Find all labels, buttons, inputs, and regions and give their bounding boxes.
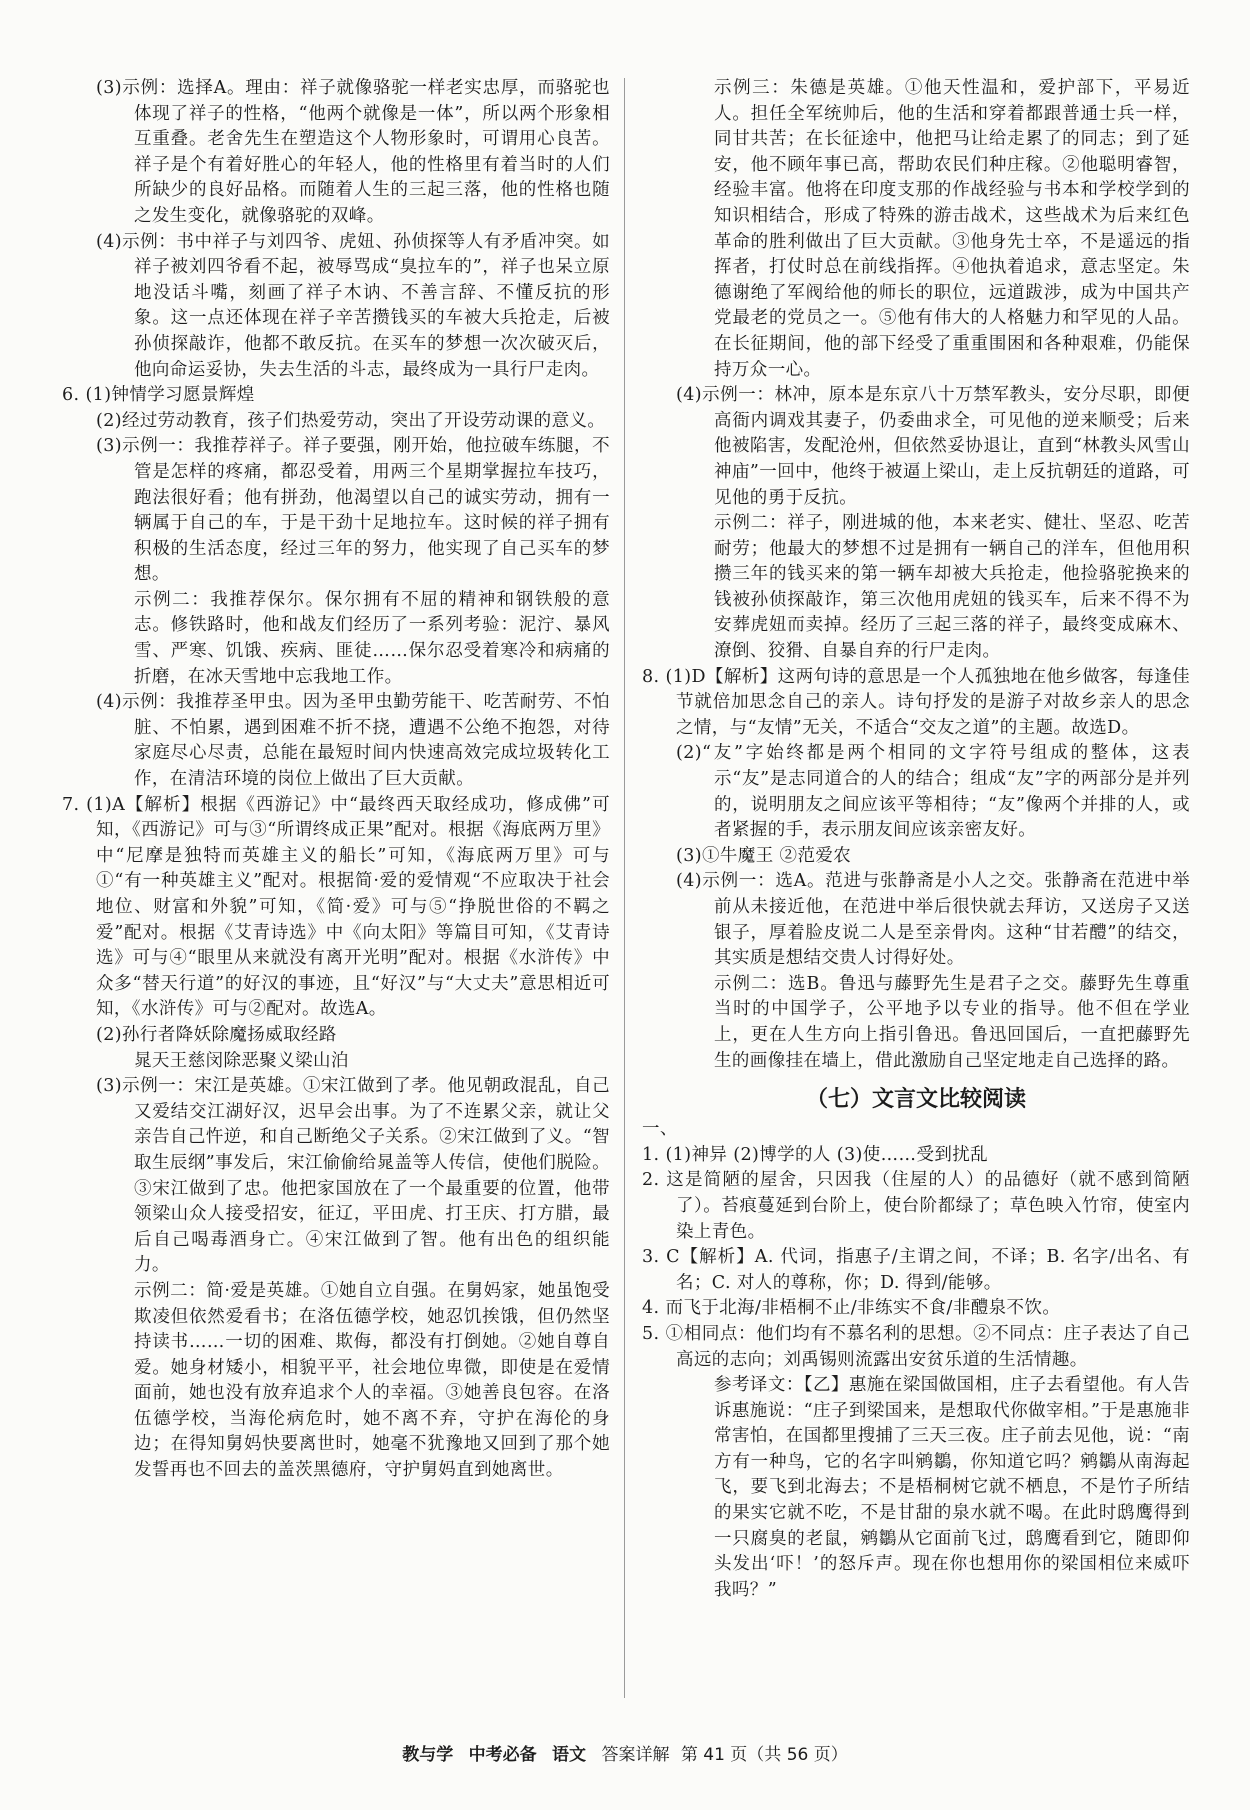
- answer-paragraph: 5. ①相同点：他们均有不慕名利的思想。②不同点：庄子表达了自己高远的志向；刘禹锡则流露出安贫乐道的生活情趣。: [642, 1323, 1190, 1370]
- answer-paragraph: (3)示例一：我推荐祥子。祥子要强，刚开始，他拉破车练腿，不管是怎样的疼痛，都忍受着，用两三个星期掌握拉车技巧，跑法很好看；他有拼劲，他渴望以自己的诚实劳动，拥有一辆属于自己的车，于是干劲十足地拉车。这时候的祥子拥有积极的生活态度，经过三年的努力，他实现了自己买车的梦想。: [96, 436, 610, 585]
- footer-brand: 教与学: [402, 1745, 454, 1765]
- answer-paragraph: 晁天王慈闵除恶聚义梁山泊: [134, 1050, 349, 1071]
- answer-paragraph: 示例二：我推荐保尔。保尔拥有不屈的精神和钢铁般的意志。修铁路时，他和战友们经历了一系列考验：泥泞、暴风雪、严寒、饥饿、疾病、匪徒……保尔忍受着寒冷和病痛的折磨，在冰天雪地中忘我地工作。: [134, 589, 610, 687]
- answer-paragraph: (4)示例：我推荐圣甲虫。因为圣甲虫勤劳能干、吃苦耐劳、不怕脏、不怕累，遇到困难不折不挠，遭遇不公绝不抱怨，对待家庭尽心尽责，总能在最短时间内快速高效完成垃圾转化工作，在清洁环境的岗位上做出了巨大贡献。: [96, 692, 610, 790]
- answer-paragraph: 7. (1)A【解析】根据《西游记》中“最终西天取经成功，修成佛”可知，《西游记》可与③“所谓终成正果”配对。根据《海底两万里》中“尼摩是独特而英雄主义的船长”可知，《海底两万里》可与①“有一种英雄主义”配对。根据简·爱的爱情观“不应取决于社会地位、财富和外貌”可知，《简·爱》可与⑤“挣脱世俗的不羁之爱”配对。根据《艾青诗选》中《向太阳》等篇目可知，《艾青诗选》可与④“眼里从来就没有离开光明”配对。根据《水浒传》中众多“替天行道”的好汉的事迹，且“好汉”与“大丈夫”意思相近可知，《水浒传》可与②配对。故选A。: [62, 794, 610, 1020]
- answer-paragraph: 1. (1)神异 (2)博学的人 (3)使……受到扰乱: [642, 1144, 989, 1165]
- right-column: [642, 76, 1190, 1603]
- answer-paragraph: 示例三：朱德是英雄。①他天性温和，爱护部下，平易近人。担任全军统帅后，他的生活和穿着都跟普通士兵一样，同甘共苦；在长征途中，他把马让给走累了的同志；到了延安，他不顾年事已高，帮助农民们种庄稼。②他聪明睿智，经验丰富。他将在印度支那的作战经验与书本和学校学到的知识相结合，形成了特殊的游击战术，这些战术为后来红色革命的胜利做出了巨大贡献。③他身先士卒，不是遥远的指挥者，打仗时总在前线指挥。④他执着追求，意志坚定。朱德谢绝了军阀给他的师长的职位，远道跋涉，成为中国共产党最老的党员之一。⑤他有伟大的人格魅力和罕见的人品。在长征期间，他的部下经受了重重围困和各种艰难，仍能保持万众一心。: [714, 78, 1190, 380]
- answer-paragraph: 6. (1)钟情学习愿景辉煌: [62, 385, 255, 406]
- answer-paragraph: 示例二：选B。鲁迅与藤野先生是君子之交。藤野先生尊重当时的中国学子，公平地予以专业的指导。他不但在学业上，更在人生方向上指引鲁迅。鲁迅回国后，一直把藤野先生的画像挂在墙上，借此激励自己坚定地走自己选择的路。: [714, 973, 1190, 1071]
- footer-subject: 语文: [552, 1745, 587, 1765]
- answer-paragraph: (4)示例：书中祥子与刘四爷、虎妞、孙侦探等人有矛盾冲突。如祥子被刘四爷看不起，被辱骂成“臭拉车的”，祥子也呆立原地没话斗嘴，刻画了祥子木讷、不善言辞、不懂反抗的形象。这一点还体现在祥子辛苦攒钱买的车被大兵抢走，后被孙侦探敲诈，他都不敢反抗。在买车的梦想一次次破灭后，他向命运妥协，失去生活的斗志，最终成为一具行尸走肉。: [96, 231, 610, 380]
- answer-paragraph: (3)①牛魔王 ②范爱农: [676, 845, 852, 866]
- answer-paragraph: 一、: [642, 1119, 678, 1140]
- answer-paragraph: (2)经过劳动教育，孩子们热爱劳动，突出了开设劳动课的意义。: [96, 410, 606, 431]
- answer-paragraph: 3. C【解析】A. 代词，指惠子/主谓之间，不译；B. 名字/出名、有名；C. 对人的尊称，你；D. 得到/能够。: [642, 1247, 1190, 1293]
- answer-paragraph: 示例二：祥子，刚进城的他，本来老实、健壮、坚忍、吃苦耐劳；他最大的梦想不过是拥有一辆自己的洋车，但他用积攒三年的钱买来的第一辆车却被大兵抢走，他捡骆驼换来的钱被孙侦探敲诈，第三次他用虎妞的钱买车，后来不得不为安葬虎妞而卖掉。经历了三起三落的祥子，最终变成麻木、潦倒、狡猾、自暴自弃的行尸走肉。: [714, 513, 1190, 662]
- answer-paragraph: (4)示例一：选A。范进与张静斋是小人之交。张静斋在范进中举前从未接近他，在范进中举后很快就去拜访，又送房子又送银子，厚着脸皮说二人是至亲骨肉。这种“甘若醴”的结交，其实质是想结交贵人讨得好处。: [676, 871, 1190, 969]
- footer-series: 中考必备: [468, 1745, 537, 1765]
- footer-page-number: 第 41 页（共 56 页）: [680, 1745, 848, 1765]
- answer-paragraph: (4)示例一：林冲，原本是东京八十万禁军教头，安分尽职，即便高衙内调戏其妻子，仍委曲求全，可见他的逆来顺受；后来他被陷害，发配沧州，但依然妥协退让，直到“林教头风雪山神庙”一回中，他终于被逼上梁山，走上反抗朝廷的道路，可见他的勇于反抗。: [676, 385, 1190, 508]
- answer-paragraph: (2)孙行者降妖除魔扬威取经路: [96, 1024, 337, 1045]
- right-column-classical-reading: [642, 1117, 1190, 1603]
- footer-label: 答案详解: [601, 1745, 670, 1765]
- right-column-answers: [642, 76, 1190, 1074]
- answer-paragraph: 参考译文：【乙】惠施在梁国做国相，庄子去看望他。有人告诉惠施说：“庄子到梁国来，是想取代你做宰相。”于是惠施非常害怕，在国都里搜捕了三天三夜。庄子前去见他，说：“南方有一种鸟，它的名字叫鹓鶵，你知道它吗？鹓鶵从南海起飞，要飞到北海去；不是梧桐树它就不栖息，不是竹子所结的果实它就不吃，不是甘甜的泉水就不喝。在此时鸱鹰得到一只腐臭的老鼠，鹓鶵从它面前飞过，鸱鹰看到它，随即仰头发出‘吓！’的怒斥声。现在你也想用你的梁国相位来威吓我吗？”: [714, 1375, 1190, 1600]
- answer-paragraph: (2)“友”字始终都是两个相同的文字符号组成的整体，这表示“友”是志同道合的人的结合；组成“友”字的两部分是并列的，说明朋友之间应该平等相待；“友”像两个并排的人，或者紧握的手，表示朋友间应该亲密友好。: [676, 743, 1190, 841]
- answer-paragraph: (3)示例一：宋江是英雄。①宋江做到了孝。他见朝政混乱，自己又爱结交江湖好汉，迟早会出事。为了不连累父亲，就让父亲告自己忤逆，和自己断绝父子关系。②宋江做到了义。“智取生辰纲”事发后，宋江偷偷给晁盖等人传信，使他们脱险。③宋江做到了忠。他把家国放在了一个最重要的位置，他带领梁山众人接受招安，征辽，平田虎、打王庆、打方腊，最后自己喝毒酒身亡。④宋江做到了智。他有出色的组织能力。: [96, 1076, 610, 1276]
- answer-paragraph: 8. (1)D【解析】这两句诗的意思是一个人孤独地在他乡做客，每逢佳节就倍加思念自己的亲人。诗句抒发的是游子对故乡亲人的思念之情，与“友情”无关，不适合“交友之道”的主题。故选D。: [642, 666, 1190, 738]
- answer-paragraph: (3)示例：选择A。理由：祥子就像骆驼一样老实忠厚，而骆驼也体现了祥子的性格，“他两个就像是一体”，所以两个形象相互重叠。老舍先生在塑造这个人物形象时，可谓用心良苦。祥子是个有着好胜心的年轻人，他的性格里有着当时的人们所缺少的良好品格。而随着人生的三起三落，他的性格也随之发生变化，就像骆驼的双峰。: [96, 78, 610, 226]
- section-title: （七）文言文比较阅读: [805, 1087, 1026, 1113]
- column-divider: [624, 78, 625, 1698]
- answer-paragraph: 2. 这是简陋的屋舍，只因我（住屋的人）的品德好（就不感到简陋了）。苔痕蔓延到台阶上，使台阶都绿了；草色映入竹帘，使室内染上青色。: [642, 1170, 1190, 1242]
- page-footer: [0, 1740, 1250, 1765]
- left-column: [62, 76, 610, 1484]
- answer-paragraph: 示例二：简·爱是英雄。①她自立自强。在舅妈家，她虽饱受欺凌但依然爱看书；在洛伍德学校，她忍饥挨饿，但仍然坚持读书……一切的困难、欺侮，都没有打倒她。②她自尊自爱。她身材矮小，相貌平平，社会地位卑微，即使是在爱情面前，她也没有放弃追求个人的幸福。③她善良包容。在洛伍德学校，当海伦病危时，她不离不弃，守护在海伦的身边；在得知舅妈快要离世时，她毫不犹豫地又回到了那个她发誓再也不回去的盖茨黑德府，守护舅妈直到她离世。: [134, 1280, 610, 1481]
- answer-paragraph: 4. 而飞于北海/非梧桐不止/非练实不食/非醴泉不饮。: [642, 1298, 1061, 1319]
